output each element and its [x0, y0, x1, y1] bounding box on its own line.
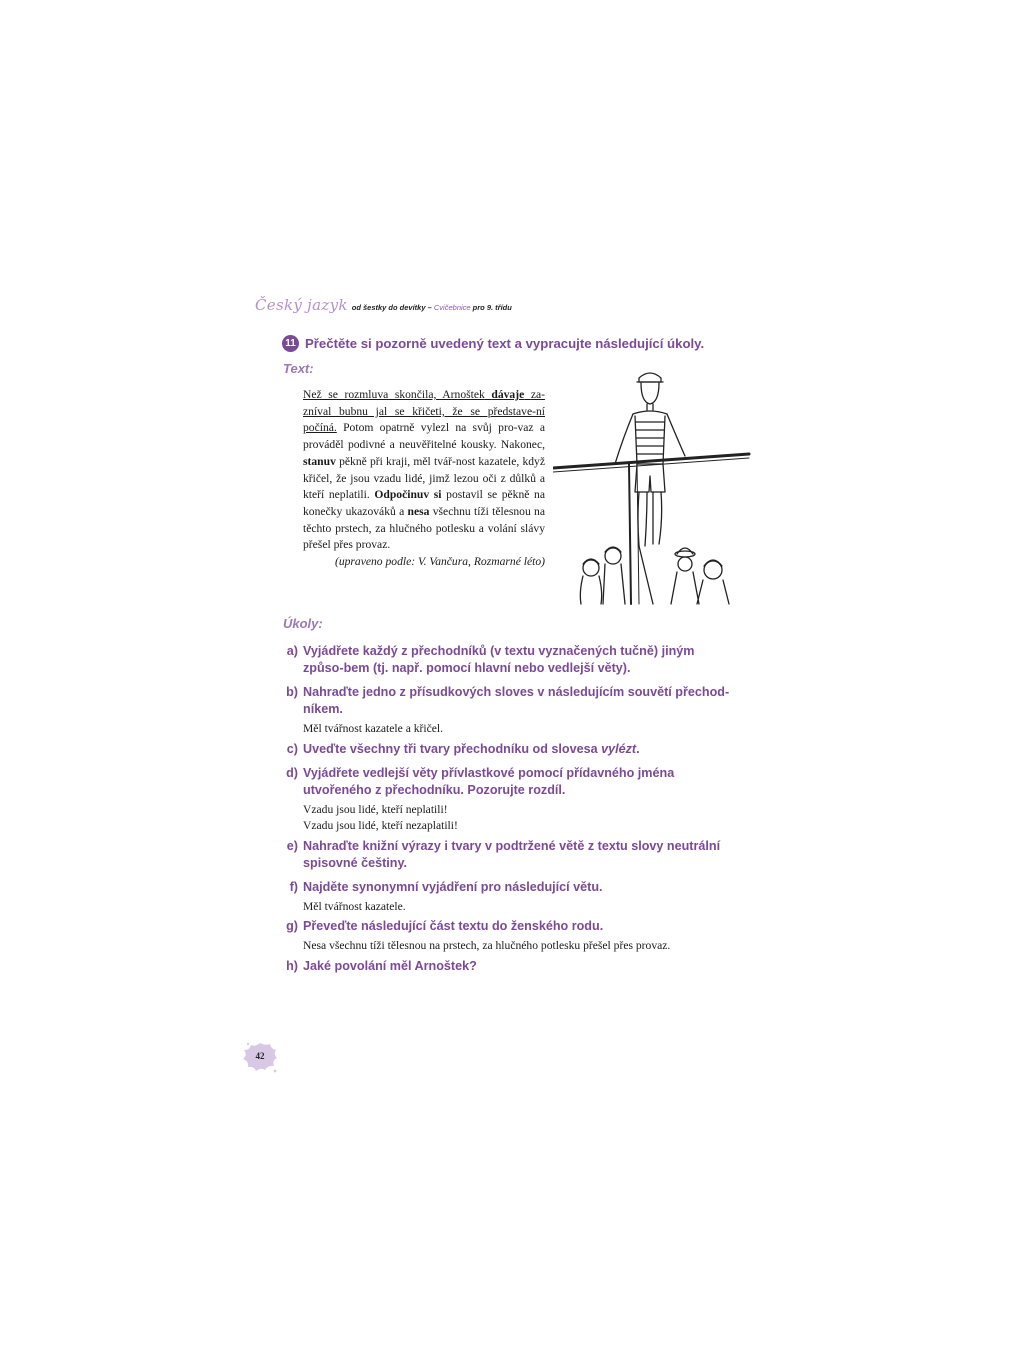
- bold-dávaje: dávaje: [491, 388, 525, 401]
- bold-nesa: nesa: [407, 504, 430, 518]
- task-item-h: h) Jaké povolání měl Arnoštek?: [286, 958, 477, 973]
- page-number: 42: [255, 1051, 265, 1061]
- task-item-g: g) Převeďte následující část textu do ženského rodu.: [286, 919, 604, 933]
- task-number-badge: 11: [282, 335, 299, 352]
- example-b-1: Měl tvářnost kazatele a křičel.: [303, 722, 444, 735]
- header-subtitle: [352, 303, 512, 312]
- example-f-1: Měl tvářnost kazatele.: [303, 899, 406, 913]
- text-label: Text:: [283, 361, 314, 376]
- reading-text: Než se rozmluva skončila, Arnoštek dávaje za-zníval bubnu jal se křičeti, že se představe-ní počíná. Potom opatrně vylezl na svůj pro-vaz a prováděl podivné a neuvěřitelné kousky. Nakonec, stanuv pěkně při kraji, měl tvář-nost kazatele, když křičel, že jsou vzadu lidé, jimž lezou oči z důlků a kteří neplatili. Odpočinuv si postavil se pěkně na konečky ukazováků a nesa všechnu tíži tělesnou na těchto prstech, za hlučného potlesku a volání slávy přešel přes provaz. (upraveno podle: V. Vančura, Rozmarné léto): [303, 387, 545, 571]
- underlined-sentence: Než se rozmluva skončila, Arnoštek dávaje za-zníval bubnu jal se křičeti, že se představe-ní počíná.: [303, 388, 545, 435]
- book-logo: Český jazyk: [255, 296, 348, 314]
- tasks-label: Úkoly:: [283, 616, 323, 631]
- task-heading: [282, 335, 704, 352]
- page-number-area: [240, 1040, 280, 1074]
- header-highlight: Cvičebnice: [433, 303, 471, 312]
- task-item-c: c) Uveďte všechny tři tvary přechodníku od slovesa vylézt.: [286, 741, 640, 756]
- example-d-2: Vzadu jsou lidé, kteří nezaplatili!: [303, 819, 458, 832]
- bold-stanuv: stanuv: [303, 454, 336, 468]
- task-item-d: d) Vyjádřete vedlejší věty přívlastkové pomocí přídavného jména utvořeného z přechodníku. Pozorujte rozdíl.: [286, 765, 675, 797]
- task-list: [285, 643, 733, 975]
- bold-odpocinuv: Odpočinuv si: [374, 488, 442, 502]
- example-g-1: Nesa všechnu tíži tělesnou na prstech, za hlučného potlesku přešel přes provaz.: [303, 939, 671, 952]
- text-source: (upraveno podle: V. Vančura, Rozmarné léto): [334, 555, 545, 569]
- header-prefix: od šestky do devítky –: [351, 303, 432, 312]
- task-item-a: a) Vyjádřete každý z přechodníků (v textu vyznačených tučně) jiným způso-bem (tj. např. pomocí hlavní nebo vedlejší věty).: [286, 644, 695, 675]
- task-item-b: b) Nahraďte jedno z přísudkových sloves v následujícím souvětí přechod-níkem.: [286, 685, 730, 716]
- tightrope-walker-illustration: [553, 368, 753, 608]
- header-suffix: pro 9. třídu: [472, 303, 512, 312]
- task-title: Přečtěte si pozorně uvedený text a vypracujte následující úkoly.: [305, 336, 705, 351]
- task-item-f: f) Najděte synonymní vyjádření pro následující větu.: [289, 879, 603, 894]
- example-d-1: Vzadu jsou lidé, kteří neplatili!: [303, 802, 448, 816]
- task-item-e: e) Nahraďte knižní výrazy i tvary v podtržené větě z textu slovy neutrální spisovné češtiny.: [286, 838, 721, 870]
- running-header: [255, 296, 512, 316]
